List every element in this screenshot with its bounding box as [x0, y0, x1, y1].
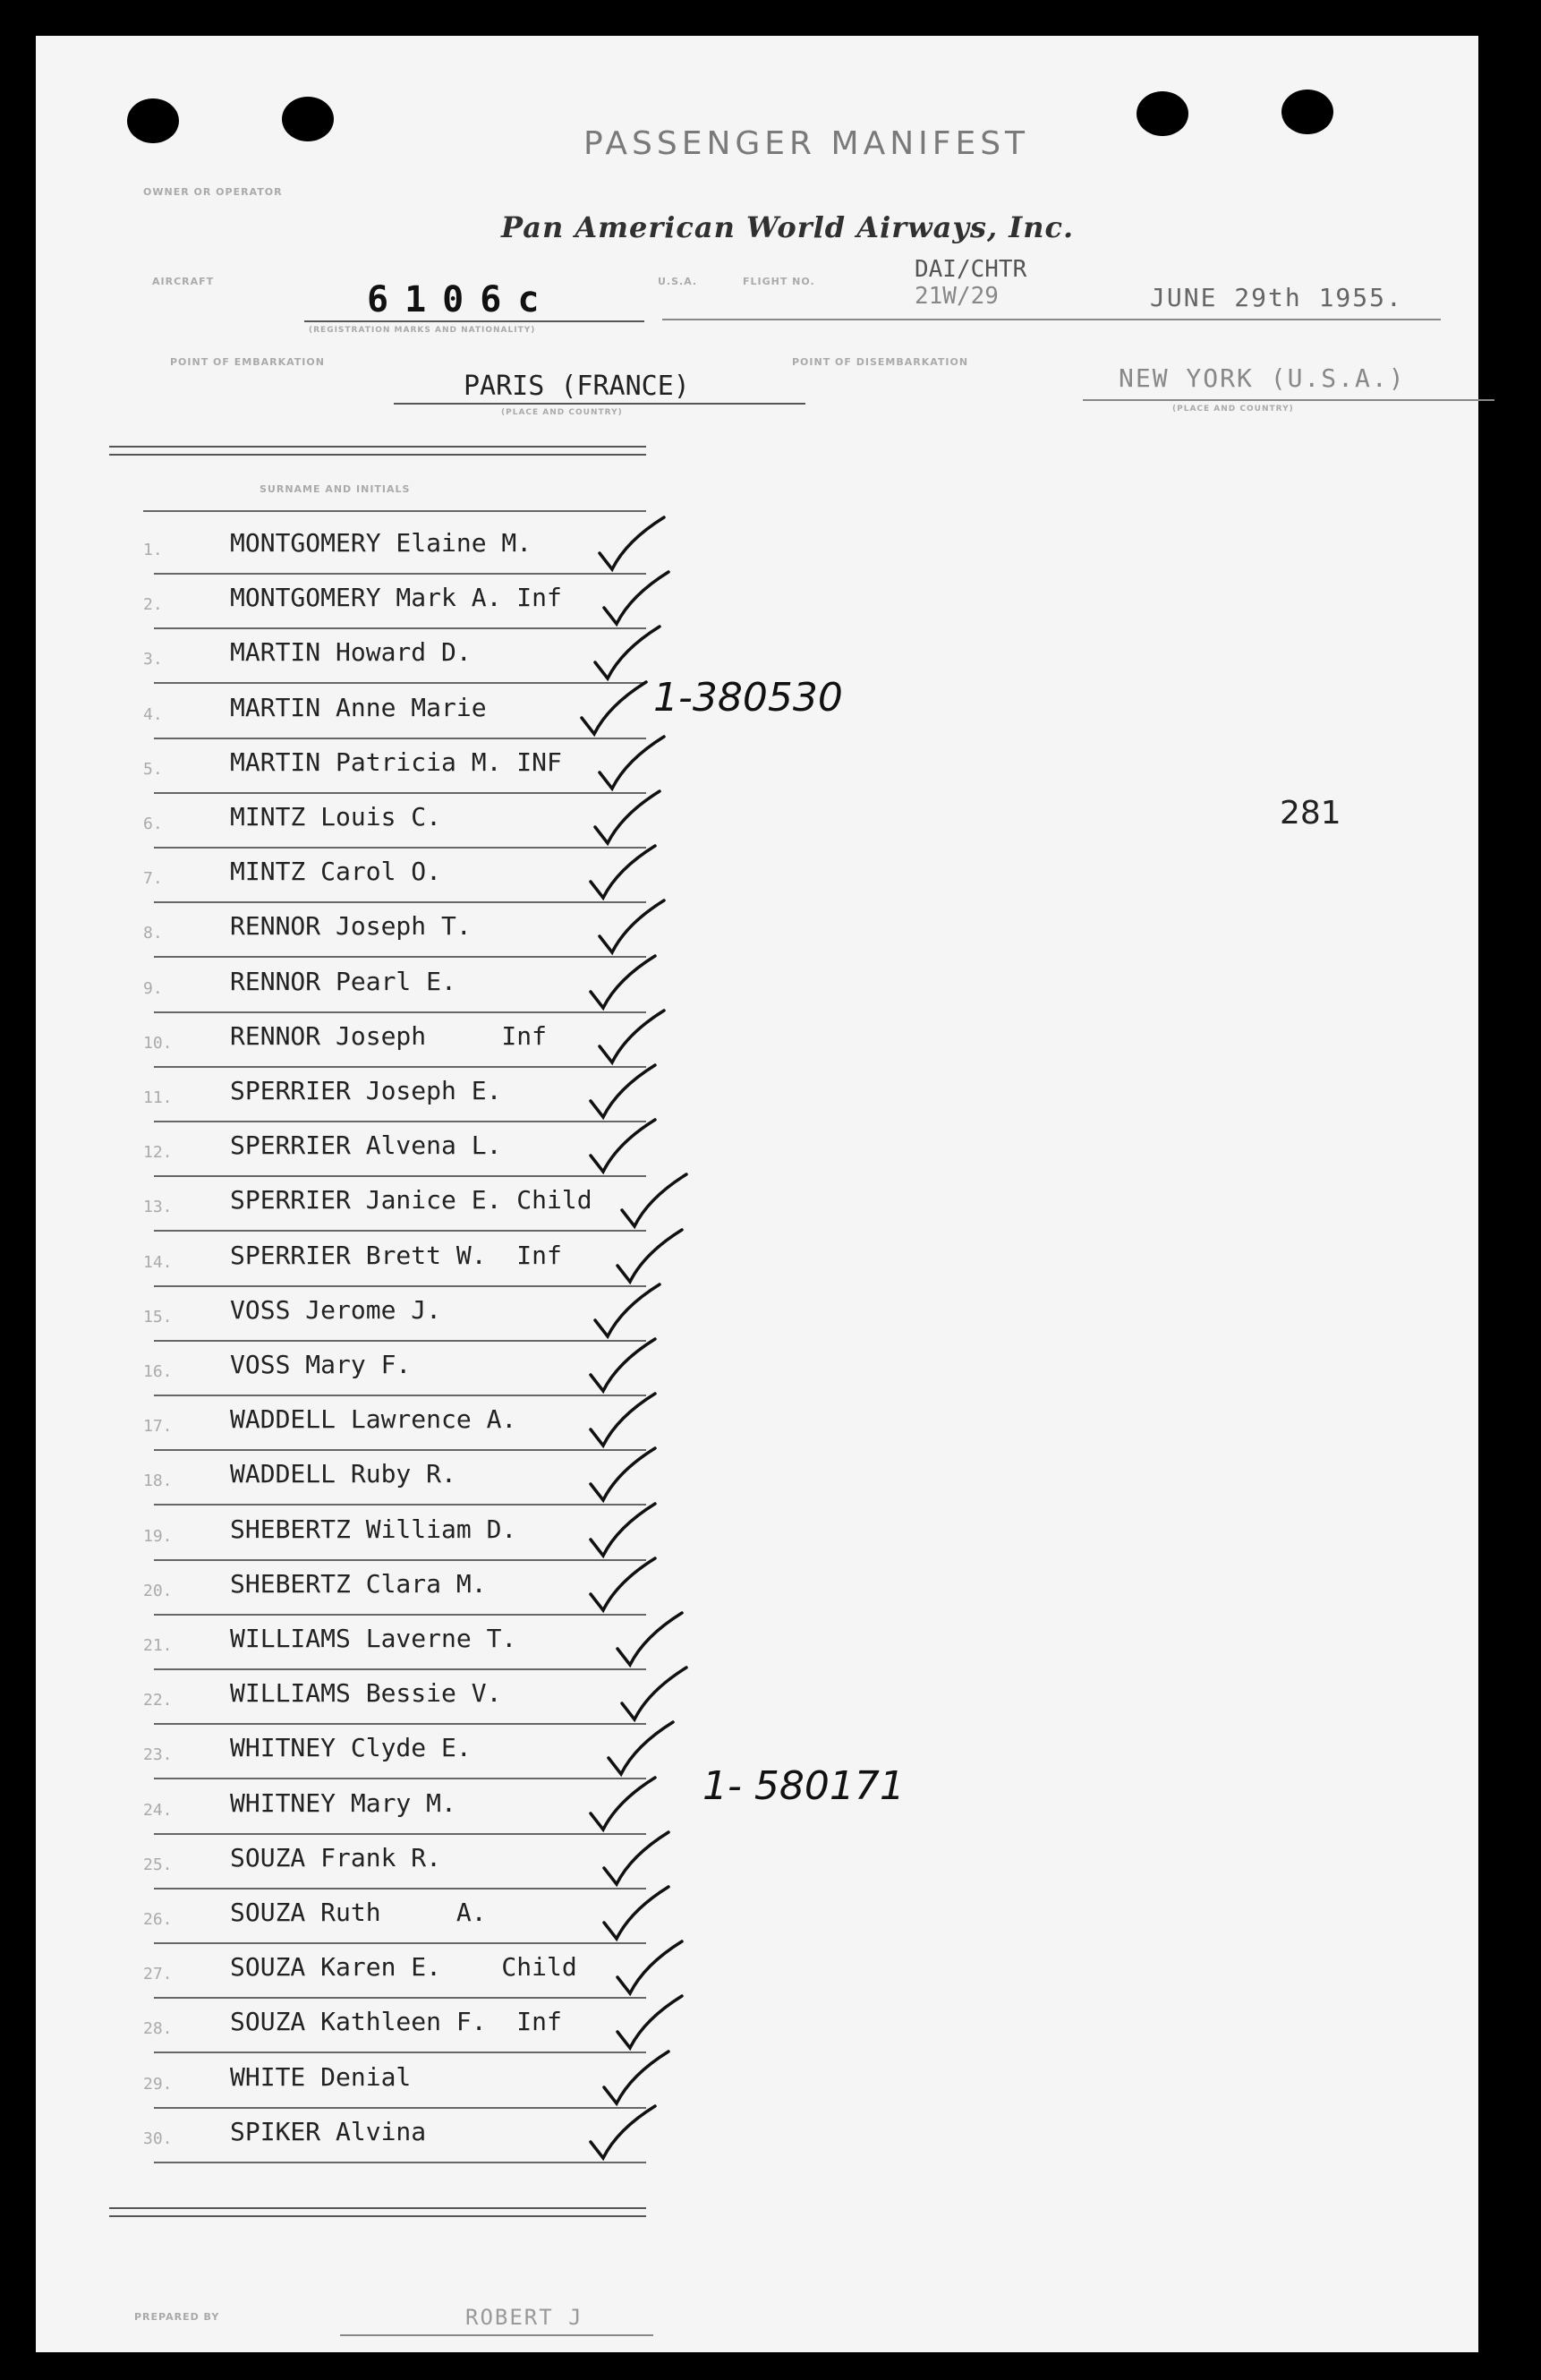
row-number: 6. — [143, 815, 163, 833]
row-number: 16. — [143, 1362, 173, 1381]
registration-caption: (REGISTRATION MARKS AND NATIONALITY) — [309, 326, 536, 335]
passenger-name: SPERRIER Brett W. Inf — [230, 1240, 562, 1270]
table-row — [136, 519, 646, 575]
passenger-name: WILLIAMS Bessie V. — [230, 1678, 502, 1709]
row-number: 5. — [143, 759, 163, 779]
signature-underline — [340, 2334, 653, 2336]
passenger-name: WHITNEY Mary M. — [230, 1787, 456, 1818]
page-number: 281 — [1280, 795, 1341, 832]
table-row — [136, 1286, 646, 1342]
aircraft-label: AIRCRAFT — [152, 276, 215, 287]
table-row — [136, 1067, 646, 1122]
table-row — [136, 1395, 646, 1451]
punch-hole-3 — [1137, 91, 1188, 136]
embarkation-place: PARIS (FRANCE) — [464, 371, 690, 402]
passenger-name: SHEBERTZ William D. — [230, 1514, 517, 1544]
row-number: 7. — [143, 869, 163, 889]
table-row — [136, 1615, 646, 1670]
passenger-name: VOSS Mary F. — [230, 1350, 412, 1379]
table-row — [136, 1012, 646, 1068]
passenger-name: WHITNEY Clyde E. — [230, 1733, 472, 1763]
row-number: 4. — [143, 704, 163, 724]
table-row — [136, 628, 646, 684]
table-row — [136, 1834, 646, 1889]
passenger-name: WILLIAMS Laverne T. — [230, 1624, 517, 1653]
table-row — [136, 1943, 646, 1999]
punch-hole-2 — [282, 97, 334, 141]
row-number: 8. — [143, 924, 163, 943]
column-header-name: SURNAME AND INITIALS — [260, 483, 411, 495]
row-number: 21. — [143, 1636, 173, 1655]
manifest-page — [36, 36, 1478, 2352]
passenger-name: MINTZ Louis C. — [230, 802, 442, 832]
passenger-name: RENNOR Pearl E. — [230, 966, 456, 996]
airline-name: Pan American World Airways, Inc. — [501, 210, 1075, 244]
passenger-name: WADDELL Lawrence A. — [230, 1404, 517, 1435]
passenger-name: MONTGOMERY Mark A. Inf — [230, 583, 562, 613]
passenger-name: SPERRIER Janice E. Child — [230, 1185, 592, 1216]
disembarkation-label: POINT OF DISEMBARKATION — [792, 356, 969, 368]
table-row — [136, 1669, 646, 1725]
passenger-name: SOUZA Kathleen F. Inf — [230, 2007, 562, 2037]
prepared-by-label: PREPARED BY — [134, 2311, 220, 2323]
passenger-name: WHITE Denial — [230, 2061, 412, 2092]
table-row — [136, 738, 646, 794]
disembarkation-underline — [1083, 399, 1494, 401]
table-row — [136, 1122, 646, 1177]
passenger-name: MINTZ Carol O. — [230, 857, 442, 887]
table-row — [136, 1560, 646, 1616]
handwritten-note-2: 1- 580171 — [702, 1763, 905, 1809]
table-row — [136, 1450, 646, 1506]
handwritten-note-1: 1-380530 — [653, 675, 843, 721]
passenger-name: VOSS Jerome J. — [230, 1294, 442, 1325]
document-title: PASSENGER MANIFEST — [583, 125, 1030, 162]
table-row — [136, 1176, 646, 1232]
table-row — [136, 684, 646, 739]
table-row — [136, 958, 646, 1013]
passenger-name: SPERRIER Joseph E. — [230, 1076, 502, 1105]
table-row — [136, 1889, 646, 1944]
row-number: 24. — [143, 1800, 173, 1820]
row-number: 29. — [143, 2074, 173, 2094]
flight-number: 21W/29 — [915, 283, 999, 310]
passenger-name: SHEBERTZ Clara M. — [230, 1568, 487, 1599]
row-number: 17. — [143, 1417, 173, 1437]
table-row — [136, 1341, 646, 1396]
row-number: 28. — [143, 2019, 173, 2039]
prepared-by-name: ROBERT J — [465, 2305, 583, 2330]
row-number: 23. — [143, 1745, 173, 1765]
header-rule — [143, 510, 646, 512]
row-number: 1. — [143, 541, 163, 559]
row-number: 20. — [143, 1581, 173, 1600]
aircraft-underline — [304, 320, 644, 322]
row-number: 10. — [143, 1033, 173, 1053]
embarkation-label: POINT OF EMBARKATION — [170, 356, 325, 368]
aircraft-registration: 6106c — [367, 279, 556, 320]
table-row — [136, 902, 646, 958]
row-number: 25. — [143, 1855, 173, 1874]
row-number: 15. — [143, 1307, 173, 1326]
row-number: 14. — [143, 1252, 173, 1272]
flight-underline — [662, 319, 1441, 320]
row-number: 30. — [143, 2128, 173, 2148]
passenger-name: RENNOR Joseph Inf — [230, 1020, 548, 1051]
embarkation-underline — [394, 403, 805, 405]
passenger-name: SOUZA Karen E. Child — [230, 1952, 577, 1983]
row-number: 11. — [143, 1088, 173, 1107]
embarkation-caption: (PLACE AND COUNTRY) — [501, 408, 623, 417]
passenger-name: SOUZA Ruth A. — [230, 1898, 487, 1927]
table-row — [136, 1232, 646, 1287]
flight-date: JUNE 29th 1955. — [1150, 283, 1403, 312]
row-number: 18. — [143, 1472, 173, 1491]
row-number: 19. — [143, 1526, 173, 1546]
row-rule — [154, 2162, 646, 2163]
passenger-name: SPERRIER Alvena L. — [230, 1130, 502, 1161]
row-number: 12. — [143, 1143, 173, 1163]
operator-label: OWNER OR OPERATOR — [143, 186, 283, 198]
disembarkation-caption: (PLACE AND COUNTRY) — [1172, 405, 1294, 414]
row-number: 2. — [143, 595, 163, 615]
check-mark-icon — [582, 2099, 662, 2171]
passenger-name: MARTIN Howard D. — [230, 637, 472, 668]
flight-type: DAI/CHTR — [915, 256, 1027, 283]
table-row — [136, 2053, 646, 2109]
row-number: 26. — [143, 1910, 173, 1929]
passenger-name: MARTIN Patricia M. INF — [230, 746, 562, 777]
passenger-name: MARTIN Anne Marie — [230, 692, 487, 722]
table-row — [136, 2108, 646, 2163]
table-row — [136, 793, 646, 849]
table-row — [136, 574, 646, 629]
passenger-name: WADDELL Ruby R. — [230, 1459, 456, 1489]
row-number: 22. — [143, 1691, 173, 1710]
punch-hole-1 — [127, 98, 179, 143]
disembarkation-place: NEW YORK (U.S.A.) — [1119, 363, 1406, 393]
punch-hole-4 — [1281, 90, 1333, 134]
table-row — [136, 848, 646, 903]
row-number: 3. — [143, 650, 163, 670]
table-row — [136, 1998, 646, 2053]
row-number: 27. — [143, 1965, 173, 1984]
table-top-rule — [109, 446, 646, 456]
passenger-name: RENNOR Joseph T. — [230, 911, 472, 942]
flight-label: FLIGHT NO. — [743, 276, 815, 287]
passenger-name: SPIKER Alvina — [230, 2116, 427, 2146]
passenger-name: MONTGOMERY Elaine M. — [230, 528, 532, 558]
row-number: 13. — [143, 1198, 173, 1217]
row-number: 9. — [143, 978, 163, 998]
table-row — [136, 1724, 646, 1779]
table-bottom-rule — [109, 2207, 646, 2217]
country-label: U.S.A. — [658, 276, 698, 287]
table-row — [136, 1506, 646, 1561]
table-row — [136, 1779, 646, 1835]
passenger-name: SOUZA Frank R. — [230, 1842, 442, 1872]
